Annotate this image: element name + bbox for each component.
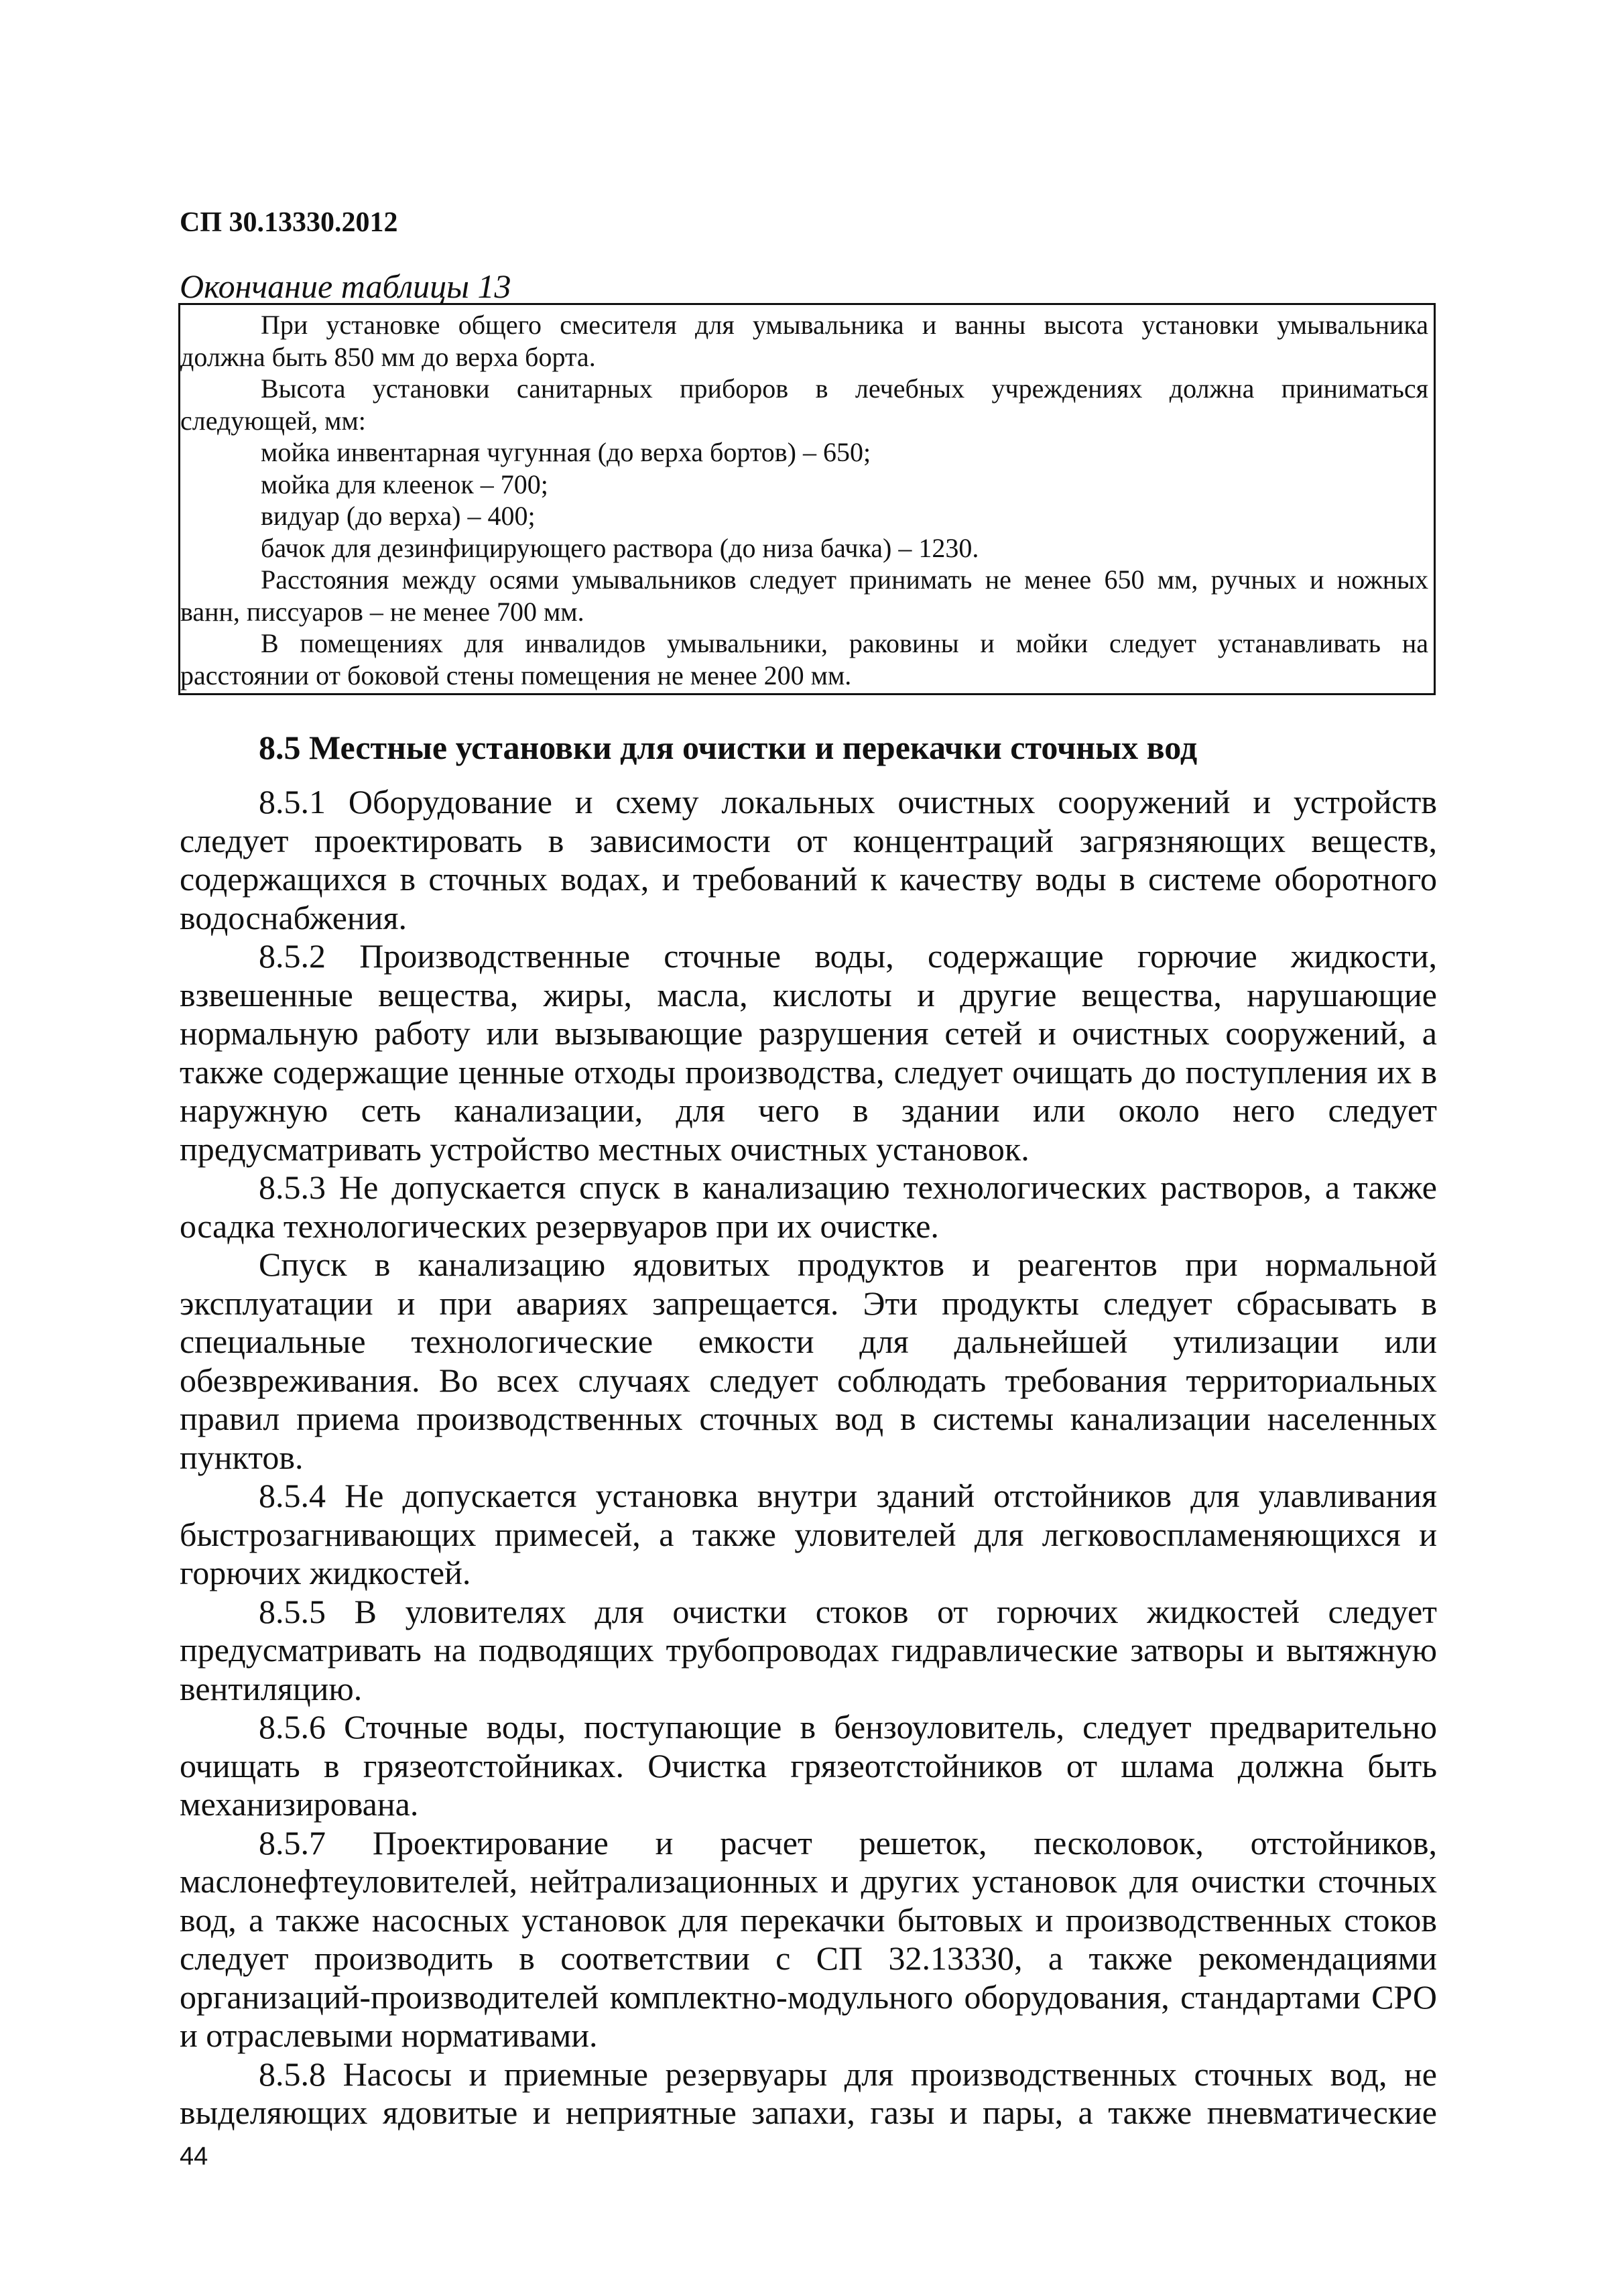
paragraph: 8.5.7 Проектирование и расчет решеток, песколовок, отстойников, маслонефтеуловителей, нейтрализационных и других установок для очистки сточных вод, а также насосных установок для перекачки бытовых и производственных стоков следует производить в соответствии с СП 32.13330, а также рекомендациями организаций-производителей комплектно-модульного оборудования, стандартами СРО и отраслевыми нормативами.: [180, 1823, 1437, 2054]
paragraph: 8.5.1 Оборудование и схему локальных очистных сооружений и устройств следует проектировать в зависимости от концентраций загрязняющих веществ, содержащихся в сточных водах, и требований к качеству воды в системе оборотного водоснабжения.: [180, 783, 1437, 936]
section-body: [180, 783, 1437, 2132]
page-number: 44: [180, 2142, 208, 2171]
table-line: следующей, мм:: [180, 405, 366, 436]
paragraph: Спуск в канализацию ядовитых продуктов и реагентов при нормальной эксплуатации и при авариях запрещается. Эти продукты следует сбрасывать в специальные технологические емкости для дальнейшей утилизации или обезвреживания. Во всех случаях следует соблюдать требования территориальных правил приема производственных сточных вод в системы канализации населенных пунктов.: [180, 1246, 1437, 1476]
paragraph: 8.5.3 Не допускается спуск в канализацию технологических растворов, а также осадка технологических резервуаров при их очистке.: [180, 1168, 1437, 1245]
table-line: ванн, писсуаров – не менее 700 мм.: [180, 596, 584, 627]
table-line: Высота установки санитарных приборов в лечебных учреждениях должна приниматься: [261, 373, 1428, 404]
paragraph: 8.5.8 Насосы и приемные резервуары для производственных сточных вод, не выделяющих ядовитые и неприятные запахи, газы и пары, а также пневматические: [180, 2055, 1437, 2131]
table-line: мойка для клеенок – 700;: [261, 469, 548, 499]
table-line: бачок для дезинфицирующего раствора (до низа бачка) – 1230.: [261, 532, 979, 563]
paragraph: 8.5.4 Не допускается установка внутри зданий отстойников для улавливания быстрозагнивающих примесей, а также уловителей для легковоспламеняющихся и горючих жидкостей.: [180, 1477, 1437, 1591]
table-caption: Окончание таблицы 13: [180, 267, 511, 305]
table-line: должна быть 850 мм до верха борта.: [180, 341, 596, 372]
paragraph: 8.5.5 В уловителях для очистки стоков от горючих жидкостей следует предусматривать на подводящих трубопроводах гидравлические затворы и вытяжную вентиляцию.: [180, 1592, 1437, 1707]
table-line: мойка инвентарная чугунная (до верха бортов) – 650;: [261, 437, 871, 467]
document-code: СП 30.13330.2012: [180, 207, 398, 238]
table-line: В помещениях для инвалидов умывальники, раковины и мойки следует устанавливать на: [261, 628, 1428, 658]
table-line: видуар (до верха) – 400;: [261, 501, 536, 531]
section-heading: 8.5 Местные установки для очистки и перекачки сточных вод: [259, 729, 1198, 766]
paragraph: 8.5.6 Сточные воды, поступающие в бензоуловитель, следует предварительно очищать в грязеотстойниках. Очистка грязеотстойников от шлама должна быть механизирована.: [180, 1708, 1437, 1823]
table-line: При установке общего смесителя для умывальника и ванны высота установки умывальника: [261, 310, 1428, 340]
table-line: расстоянии от боковой стены помещения не менее 200 мм.: [180, 660, 852, 690]
paragraph: 8.5.2 Производственные сточные воды, содержащие горючие жидкости, взвешенные вещества, жиры, масла, кислоты и другие вещества, нарушающие нормальную работу или вызывающие разрушения сетей и очистных сооружений, а также содержащие ценные отходы производства, следует очищать до поступления их в наружную сеть канализации, для чего в здании или около него следует предусматривать устройство местных очистных установок.: [180, 937, 1437, 1168]
table-line: Расстояния между осями умывальников следует принимать не менее 650 мм, ручных и ножных: [261, 564, 1428, 595]
table-13-continuation: [178, 303, 1436, 695]
